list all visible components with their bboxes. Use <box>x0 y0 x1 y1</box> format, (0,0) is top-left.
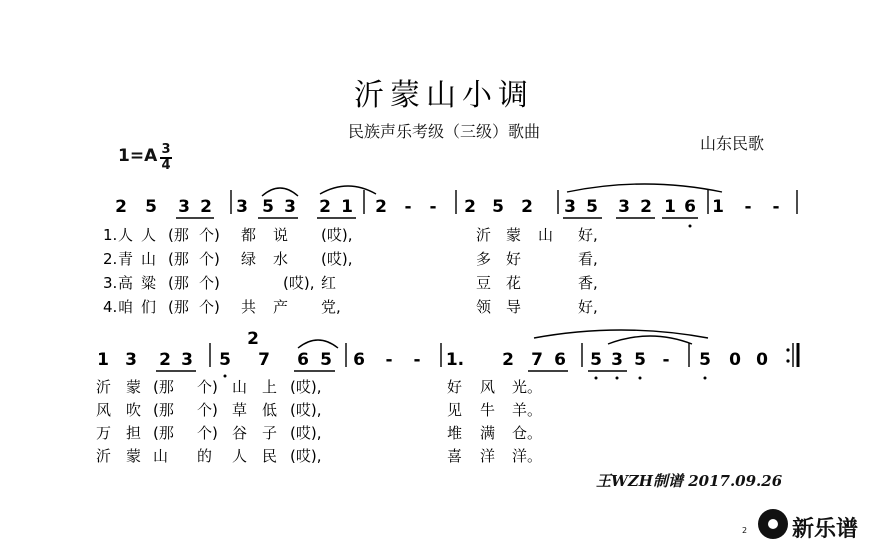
lyric-word: 上 <box>262 378 278 396</box>
lyric-word: 风 <box>96 401 112 419</box>
lyric-word: 多 <box>476 250 492 268</box>
note: 6 <box>554 350 566 370</box>
note: 1 <box>712 197 724 217</box>
lyric-word: 堆 <box>447 424 463 442</box>
note: 5 <box>699 350 711 370</box>
lyric-word: 都 <box>241 226 257 244</box>
slur <box>262 188 298 196</box>
key-signature: 1=A <box>118 146 158 166</box>
lyric-word: 红 <box>321 274 337 292</box>
lyric-word: 蒙 <box>126 447 142 465</box>
octave-dot <box>224 375 227 378</box>
slur <box>608 336 692 344</box>
octave-dot <box>639 377 642 380</box>
song-origin: 山东民歌 <box>700 134 765 153</box>
lyric-word: (那 <box>153 378 174 396</box>
note: 2 <box>521 197 533 217</box>
note: 5 <box>590 350 602 370</box>
time-signature-top: 3 <box>161 142 171 157</box>
lyric-word: (哎), <box>321 226 353 244</box>
lyric-word: 个) <box>197 401 218 419</box>
lyric-word: 仓。 <box>512 424 543 442</box>
lyric-word: (那 <box>168 274 189 292</box>
note: 5 <box>219 350 231 370</box>
note: 2 <box>159 350 171 370</box>
note: 2 <box>640 197 652 217</box>
lyric-word: 1. <box>103 226 118 244</box>
lyric-word: 低 <box>262 401 278 419</box>
lyric-word: 咱 <box>118 298 134 316</box>
lyric-word: 担 <box>126 424 142 442</box>
lyric-word: (哎), <box>290 424 322 442</box>
note: 3 <box>564 197 576 217</box>
lyric-word: 水 <box>273 250 289 268</box>
note: - <box>429 197 437 217</box>
note: 2 <box>319 197 331 217</box>
lyric-word: (哎), <box>290 401 322 419</box>
lyric-word: 山 <box>232 378 248 396</box>
note: 5 <box>145 197 157 217</box>
lyric-word: 山 <box>538 226 554 244</box>
lyric-word: 人 <box>232 447 248 465</box>
site-logo-text: 新乐谱 <box>792 517 859 542</box>
note: 2 <box>200 197 212 217</box>
lyric-word: 产 <box>273 298 289 316</box>
note: 0 <box>756 350 768 370</box>
note: 0 <box>729 350 741 370</box>
lyric-word: 个) <box>199 226 220 244</box>
lyric-word: 花 <box>506 274 522 292</box>
note: 2 <box>115 197 127 217</box>
lyric-word: 2. <box>103 250 118 268</box>
note: 3 <box>284 197 296 217</box>
note: 3 <box>236 197 248 217</box>
lyric-word: 个) <box>199 250 220 268</box>
lyric-word: 蒙 <box>506 226 522 244</box>
lyric-word: 4. <box>103 298 118 316</box>
lyric-word: 好, <box>578 226 598 244</box>
note: - <box>385 350 393 370</box>
lyric-word: 风 <box>480 378 496 396</box>
lyric-word: 人 <box>141 226 157 244</box>
lyric-word: (哎), <box>290 378 322 396</box>
lyric-word: 山 <box>153 447 169 465</box>
slur <box>567 184 722 192</box>
lyric-word: (那 <box>168 250 189 268</box>
lyric-word: (那 <box>153 401 174 419</box>
note: 6 <box>297 350 309 370</box>
record-logo-icon <box>758 509 788 539</box>
lyric-word: 们 <box>141 298 157 316</box>
note: 6 <box>353 350 365 370</box>
lyric-word: (哎), <box>290 447 322 465</box>
lyric-word: (那 <box>168 298 189 316</box>
lyric-word: 谷 <box>232 424 248 442</box>
note: 5 <box>320 350 332 370</box>
note: 7 <box>258 350 270 370</box>
slur <box>298 340 338 348</box>
lyric-word: 看, <box>578 250 598 268</box>
lyric-word: (哎), <box>283 274 315 292</box>
lyric-word: 吹 <box>126 401 142 419</box>
note: 5 <box>634 350 646 370</box>
lyric-word: 沂 <box>96 447 112 465</box>
slur <box>534 330 708 338</box>
note: 3 <box>611 350 623 370</box>
lyric-word: 好 <box>506 250 522 268</box>
transcriber-credit: 王WZH制谱 2017.09.26 <box>596 472 783 490</box>
lyric-word: 3. <box>103 274 118 292</box>
lyric-word: 满 <box>480 424 496 442</box>
lyric-word: 豆 <box>476 274 492 292</box>
note: - <box>662 350 670 370</box>
repeat-dot <box>786 359 789 362</box>
lyric-word: 沂 <box>476 226 492 244</box>
note: 3 <box>181 350 193 370</box>
lyric-word: 个) <box>199 298 220 316</box>
note: 7 <box>531 350 543 370</box>
lyric-word: 领 <box>476 298 492 316</box>
score-subtitle: 民族声乐考级（三级）歌曲 <box>347 122 540 141</box>
lyric-word: 羊。 <box>512 401 543 419</box>
lyric-word: 万 <box>96 424 112 442</box>
slur <box>320 186 376 194</box>
lyric-word: 洋 <box>480 447 496 465</box>
note: 1. <box>445 350 465 370</box>
lyric-word: 好 <box>447 378 463 396</box>
time-signature-bottom: 4 <box>161 158 171 173</box>
lyric-word: 共 <box>241 298 257 316</box>
octave-dot <box>689 225 692 228</box>
note: 1 <box>664 197 676 217</box>
octave-dot <box>595 377 598 380</box>
lyric-word: 好, <box>578 298 598 316</box>
note: 2 <box>502 350 514 370</box>
lyric-word: 沂 <box>96 378 112 396</box>
lyrics-text <box>96 226 598 465</box>
lyric-word: 牛 <box>480 401 496 419</box>
note: - <box>404 197 412 217</box>
note: 5 <box>262 197 274 217</box>
lyric-word: 洋。 <box>512 447 543 465</box>
lyric-word: 人 <box>118 226 134 244</box>
lyric-word: 子 <box>262 424 278 442</box>
lyric-word: 香, <box>578 274 598 292</box>
note: 3 <box>125 350 137 370</box>
lyric-word: 蒙 <box>126 378 142 396</box>
lyric-word: 喜 <box>447 447 463 465</box>
note: 6 <box>684 197 696 217</box>
repeat-dot <box>786 348 789 351</box>
lyric-word: 个) <box>197 424 218 442</box>
note: - <box>772 197 780 217</box>
lyric-word: 个) <box>197 378 218 396</box>
lyric-word: 山 <box>141 250 157 268</box>
lyric-word: 光。 <box>512 378 543 396</box>
note: - <box>413 350 421 370</box>
note: 5 <box>586 197 598 217</box>
lyric-word: 党, <box>321 298 341 316</box>
lyric-word: 粱 <box>141 274 157 292</box>
lyric-word: 见 <box>447 401 463 419</box>
lyric-word: 青 <box>118 250 134 268</box>
page-number: 2 <box>742 526 748 535</box>
note: 3 <box>618 197 630 217</box>
note: 1 <box>97 350 109 370</box>
lyric-word: 说 <box>273 226 289 244</box>
note: 1 <box>341 197 353 217</box>
octave-dot <box>704 377 707 380</box>
note: - <box>744 197 752 217</box>
lyric-word: 民 <box>262 447 278 465</box>
score-title: 沂蒙山小调 <box>354 78 534 113</box>
lyric-word: 高 <box>118 274 134 292</box>
lyric-word: (哎), <box>321 250 353 268</box>
octave-dot <box>616 377 619 380</box>
note: 2 <box>464 197 476 217</box>
note: 3 <box>178 197 190 217</box>
lyric-word: 绿 <box>241 250 257 268</box>
lyric-word: 个) <box>199 274 220 292</box>
lyric-word: 的 <box>197 447 213 465</box>
lyric-word: 草 <box>232 401 248 419</box>
lyric-word: 导 <box>506 298 522 316</box>
note: 5 <box>492 197 504 217</box>
lyric-word: (那 <box>168 226 189 244</box>
note: 2 <box>375 197 387 217</box>
grace-note: 2 <box>247 329 259 349</box>
lyric-word: (那 <box>153 424 174 442</box>
